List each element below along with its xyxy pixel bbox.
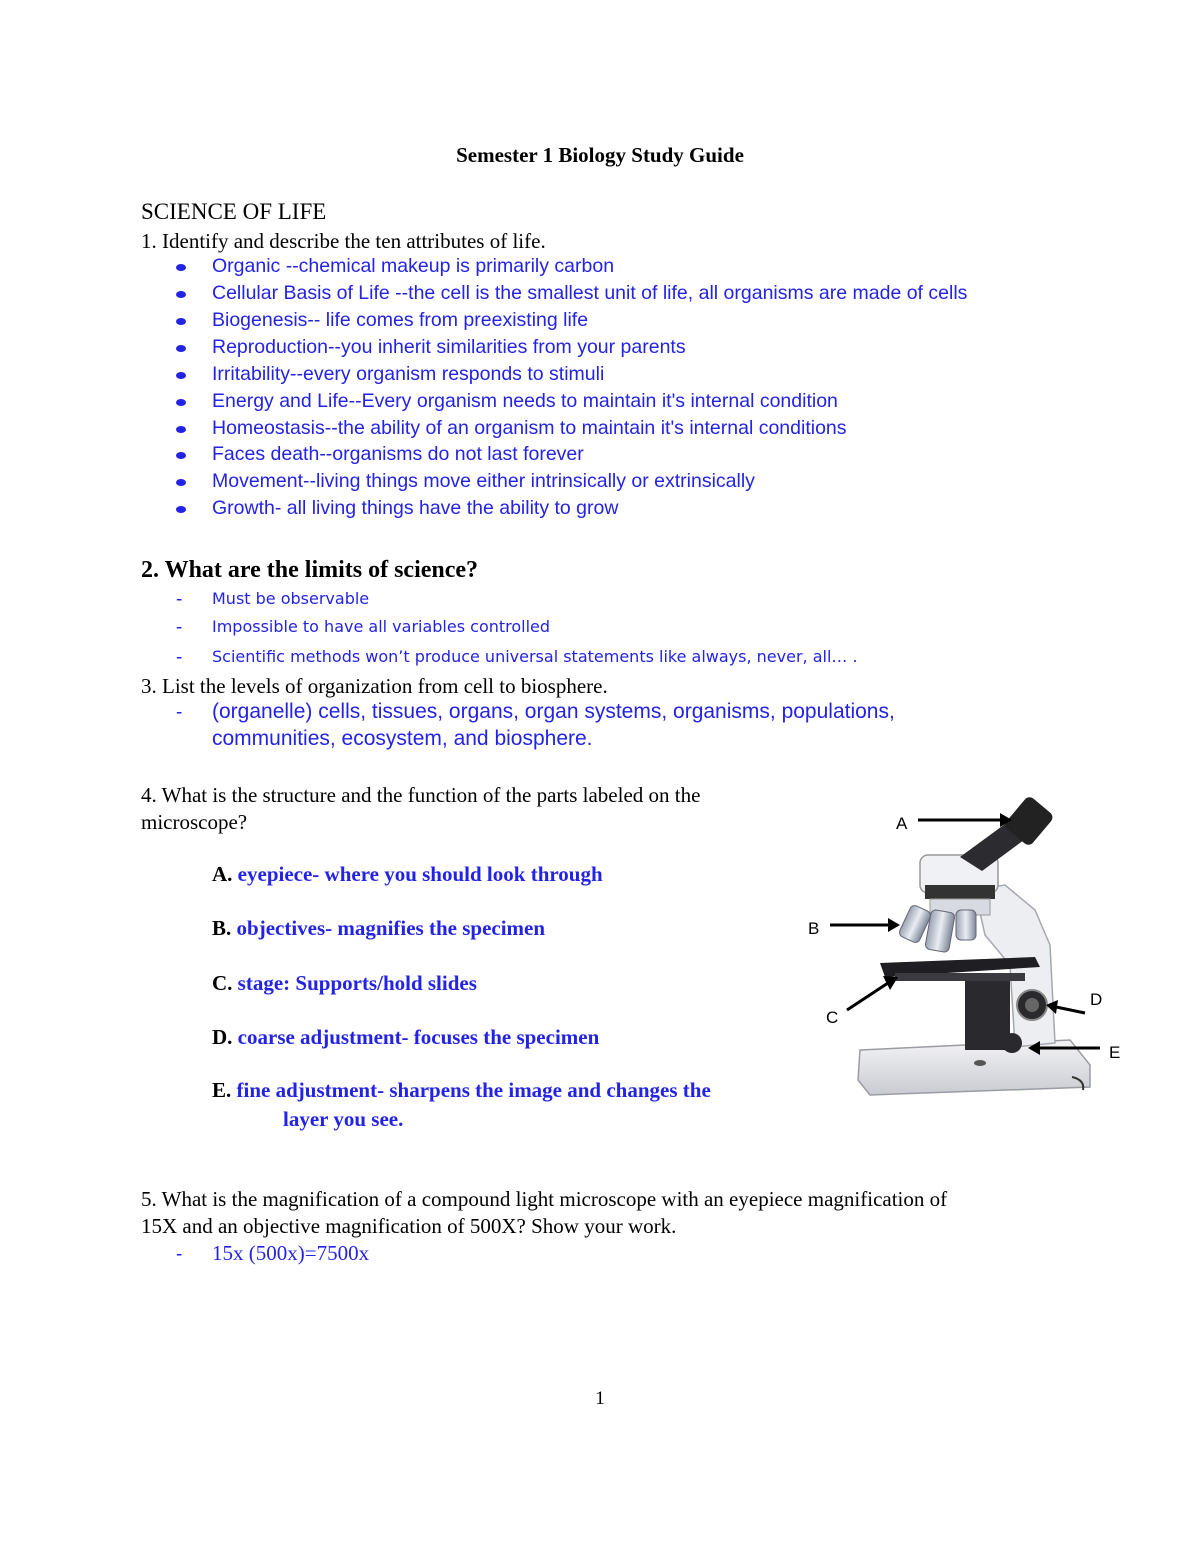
dash-marker: - — [176, 617, 183, 638]
page-title: Semester 1 Biology Study Guide — [456, 143, 744, 167]
arrow-d — [1056, 1007, 1085, 1013]
answer-e — [212, 1078, 711, 1103]
list-item: Must be observable — [212, 589, 370, 608]
dash-marker: - — [176, 702, 183, 723]
answer-b — [212, 916, 545, 941]
figure-label-c: C — [826, 1008, 839, 1027]
light-source — [974, 1060, 986, 1066]
dash-marker: - — [176, 647, 183, 668]
fine-adjustment-knob — [1002, 1033, 1022, 1053]
question-5-line-2: 15X and an objective magnification of 500X? Show your work. — [141, 1214, 677, 1238]
question-1: 1. Identify and describe the ten attributes of life. — [141, 229, 546, 253]
bullet-icon — [176, 372, 186, 379]
list-item: Cellular Basis of Life --the cell is the smallest unit of life, all organisms are made of cells — [212, 282, 968, 304]
answer-d — [212, 1025, 599, 1050]
head-ring — [925, 885, 995, 899]
list-item: Reproduction--you inherit similarities from your parents — [212, 336, 686, 358]
list-item: Energy and Life--Every organism needs to maintain it's internal condition — [212, 390, 838, 412]
figure-label-b: B — [808, 919, 820, 938]
answer-text: stage: Supports/hold slides — [237, 971, 477, 995]
answer-text: coarse adjustment- focuses the specimen — [237, 1025, 600, 1049]
answer-c — [212, 971, 477, 996]
bullet-icon — [176, 291, 186, 298]
bullet-icon — [176, 318, 186, 325]
answer-letter: C. — [212, 971, 233, 995]
list-item: Impossible to have all variables controlled — [212, 617, 551, 636]
answer-letter: D. — [212, 1025, 233, 1049]
answer-text: layer you see. — [283, 1107, 404, 1131]
page-number: 1 — [595, 1388, 605, 1409]
answer-text: eyepiece- where you should look through — [237, 862, 603, 886]
answer-letter: A. — [212, 862, 233, 886]
answer-text: fine adjustment- sharpens the image and changes the — [236, 1078, 711, 1102]
bullet-icon — [176, 264, 186, 271]
answer-a — [212, 862, 603, 887]
question-3: 3. List the levels of organization from cell to biosphere. — [141, 674, 608, 698]
arrowhead-icon — [883, 976, 898, 990]
question-5: 5. What is the magnification of a compound light microscope with an eyepiece magnification of — [141, 1187, 948, 1211]
bullet-icon — [176, 426, 186, 433]
figure-label-a: A — [896, 814, 908, 833]
figure-label-e: E — [1109, 1043, 1121, 1062]
list-item: Irritability--every organism responds to stimuli — [212, 363, 605, 385]
objective-lens — [956, 910, 976, 940]
list-item: Organic --chemical makeup is primarily carbon — [212, 255, 615, 277]
list-item: Biogenesis-- life comes from preexisting life — [212, 309, 589, 331]
section-heading: SCIENCE OF LIFE — [141, 199, 327, 224]
coarse-knob-center — [1025, 998, 1039, 1012]
question-2: 2. What are the limits of science? — [141, 557, 479, 583]
bullet-icon — [176, 452, 186, 459]
answer-line: communities, ecosystem, and biosphere. — [212, 727, 593, 750]
answer-line: (organelle) cells, tissues, organs, organ systems, organisms, populations, — [212, 700, 895, 723]
stage-edge — [895, 973, 1025, 981]
figure-label-d: D — [1090, 990, 1103, 1009]
bullet-icon — [176, 506, 186, 513]
question-4: 4. What is the structure and the function of the parts labeled on the — [141, 783, 701, 807]
dash-marker: - — [176, 1244, 183, 1265]
answer-text: objectives- magnifies the specimen — [236, 916, 546, 940]
list-item: Faces death--organisms do not last forever — [212, 443, 584, 465]
dash-marker: - — [176, 589, 183, 610]
microscope-figure — [800, 795, 1140, 1125]
list-item: Growth- all living things have the ability to grow — [212, 497, 619, 519]
answer-5: 15x (500x)=7500x — [212, 1241, 370, 1265]
answer-letter: E. — [212, 1078, 232, 1102]
list-item: Scientific methods won’t produce universal statements like always, never, all… . — [212, 647, 858, 666]
bullet-icon — [176, 345, 186, 352]
bullet-icon — [176, 399, 186, 406]
list-item: Movement--living things move either intrinsically or extrinsically — [212, 470, 755, 492]
answer-letter: B. — [212, 916, 232, 940]
list-item: Homeostasis--the ability of an organism to maintain it's internal conditions — [212, 417, 847, 439]
bullet-icon — [176, 479, 186, 486]
arrowhead-icon — [888, 918, 900, 932]
answer-e-line-2 — [283, 1107, 403, 1132]
arrow-c — [847, 983, 888, 1010]
question-4-line-2: microscope? — [141, 810, 248, 834]
